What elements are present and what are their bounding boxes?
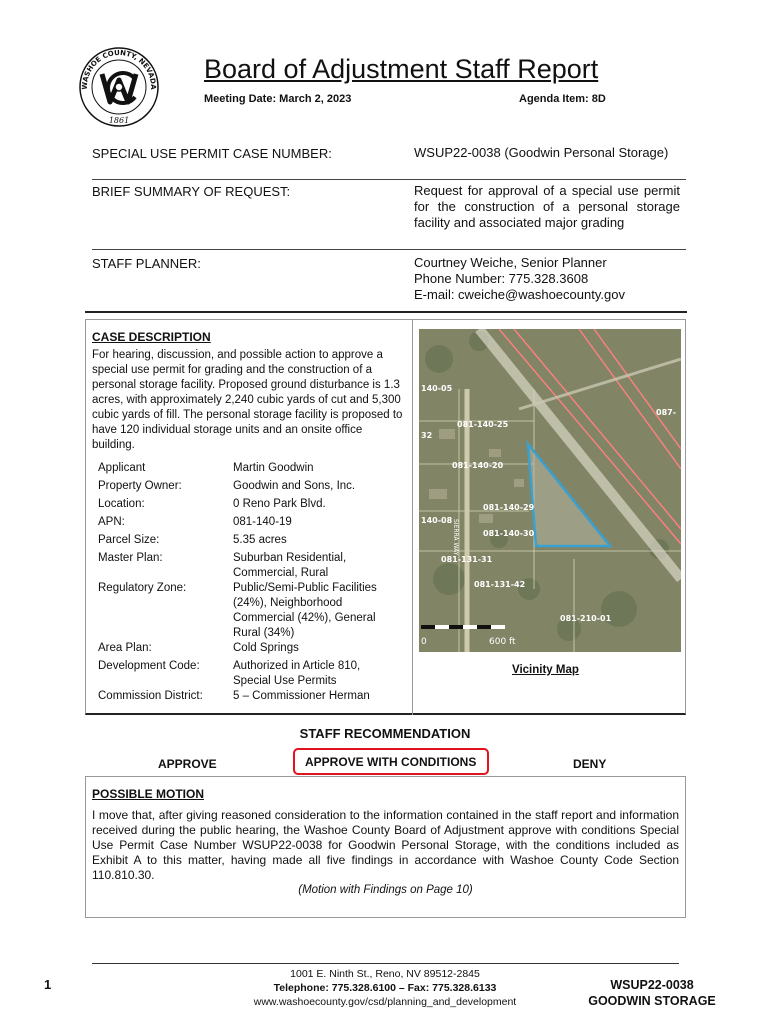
map-label: 081-140-25 [457, 420, 509, 429]
map-label: 140-05 [421, 384, 453, 393]
field-value: Cold Springs [233, 642, 299, 654]
meeting-date: Meeting Date: March 2, 2023 [204, 93, 352, 105]
field-value: Public/Semi-Public Facilities (24%), Neighborhood Commercial (42%), General Rural (34%) [233, 582, 377, 639]
option-approve: APPROVE [158, 757, 217, 771]
field-key: Parcel Size: [98, 534, 160, 546]
scale-distance: 600 ft [489, 637, 516, 647]
map-label: 081-140-29 [483, 503, 535, 512]
page-title: Board of Adjustment Staff Report [204, 54, 599, 84]
field-key: Development Code: [98, 660, 200, 672]
footer-phone: Telephone: 775.328.6100 – Fax: 775.328.6133 [273, 982, 497, 994]
seal-text: WASHOE COUNTY, NEVADA [80, 48, 158, 90]
planner-phone: Phone Number: 775.328.3608 [414, 271, 589, 286]
staff-recommendation-heading: STAFF RECOMMENDATION [299, 726, 471, 741]
map-label: 081-140-20 [452, 461, 504, 470]
field-key: Applicant [98, 462, 146, 474]
field-key: Property Owner: [98, 480, 182, 492]
option-deny: DENY [573, 757, 607, 771]
field-value: 5.35 acres [233, 534, 287, 546]
field-key: Area Plan: [98, 642, 152, 654]
map-label: 081-210-01 [560, 614, 612, 623]
motion-findings-note: (Motion with Findings on Page 10) [298, 884, 473, 896]
field-key: APN: [98, 516, 125, 528]
svg-text:SIERRA WAY: SIERRA WAY [452, 519, 459, 556]
map-label: 081-131-31 [441, 555, 493, 564]
section-divider [85, 311, 687, 313]
seal-year: 1861 [108, 116, 130, 125]
map-label: 081-131-42 [474, 580, 526, 589]
vicinity-map-caption: Vicinity Map [512, 664, 579, 676]
possible-motion-text: I move that, after giving reasoned consideration to the information contained in the staff report and information received during the public hearing, the Washoe County Board of Adjustment approve with conditions Special Use Permit Case Number WSUP22-0038 for Goodwin Personal Storage, with the conditions included as Exhibit A to this matter, having made all five findings in accordance with Washoe County Code Section 110.810.30. [92, 808, 679, 882]
case-description-heading: CASE DESCRIPTION [92, 330, 211, 344]
map-label: 087- [656, 408, 677, 417]
case-number-label: SPECIAL USE PERMIT CASE NUMBER: [92, 146, 332, 161]
scale-zero: 0 [421, 637, 427, 647]
footer-case-name: GOODWIN STORAGE [588, 994, 716, 1008]
footer-divider [92, 963, 679, 964]
field-value: Martin Goodwin [233, 462, 314, 474]
staff-planner-label: STAFF PLANNER: [92, 256, 201, 271]
field-value: Authorized in Article 810, Special Use Permits [233, 660, 361, 687]
map-label: 081-140-30 [483, 529, 535, 538]
possible-motion-heading: POSSIBLE MOTION [92, 787, 205, 801]
map-label: 32 [421, 431, 433, 440]
case-box-divider [412, 319, 413, 715]
staff-planner-value [414, 255, 680, 303]
field-value: 081-140-19 [233, 516, 292, 528]
case-number-value: WSUP22-0038 (Goodwin Personal Storage) [414, 145, 669, 160]
request-summary-label: BRIEF SUMMARY OF REQUEST: [92, 184, 291, 199]
case-description-text: For hearing, discussion, and possible action to approve a special use permit for grading and the construction of a personal storage facility. Proposed ground disturbance is 1.3 acres, with approximately 2,240 cubic yards of cut and 5,300 cubic yards of fill. The personal storage facility is proposed to have 120 individual storage units and an onsite office building. [92, 349, 403, 451]
field-key: Master Plan: [98, 552, 163, 564]
summary-divider [92, 249, 686, 250]
field-value: 0 Reno Park Blvd. [233, 498, 326, 510]
washoe-county-seal [78, 46, 160, 128]
field-key: Commission District: [98, 690, 203, 702]
page-number: 1 [44, 977, 52, 992]
agenda-item: Agenda Item: 8D [519, 93, 606, 105]
footer-website[interactable]: www.washoecounty.gov/csd/planning_and_development [253, 996, 517, 1008]
request-summary-value: Request for approval of a special use permit for the construction of a personal storage facility and associated major grading [414, 183, 680, 230]
summary-divider [92, 179, 686, 180]
footer-address: 1001 E. Ninth St., Reno, NV 89512-2845 [290, 968, 480, 980]
planner-email: E-mail: cweiche@washoecounty.gov [414, 287, 625, 302]
field-value: 5 – Commissioner Herman [233, 690, 370, 702]
field-key: Regulatory Zone: [98, 582, 187, 594]
map-label: 140-08 [421, 516, 453, 525]
field-value: Suburban Residential, Commercial, Rural [233, 552, 347, 579]
vicinity-map [419, 329, 681, 652]
option-approve-with-conditions: APPROVE WITH CONDITIONS [305, 755, 477, 769]
planner-name: Courtney Weiche, Senior Planner [414, 255, 607, 270]
footer-case-code: WSUP22-0038 [610, 978, 694, 992]
field-key: Location: [98, 498, 145, 510]
field-value: Goodwin and Sons, Inc. [233, 480, 356, 492]
